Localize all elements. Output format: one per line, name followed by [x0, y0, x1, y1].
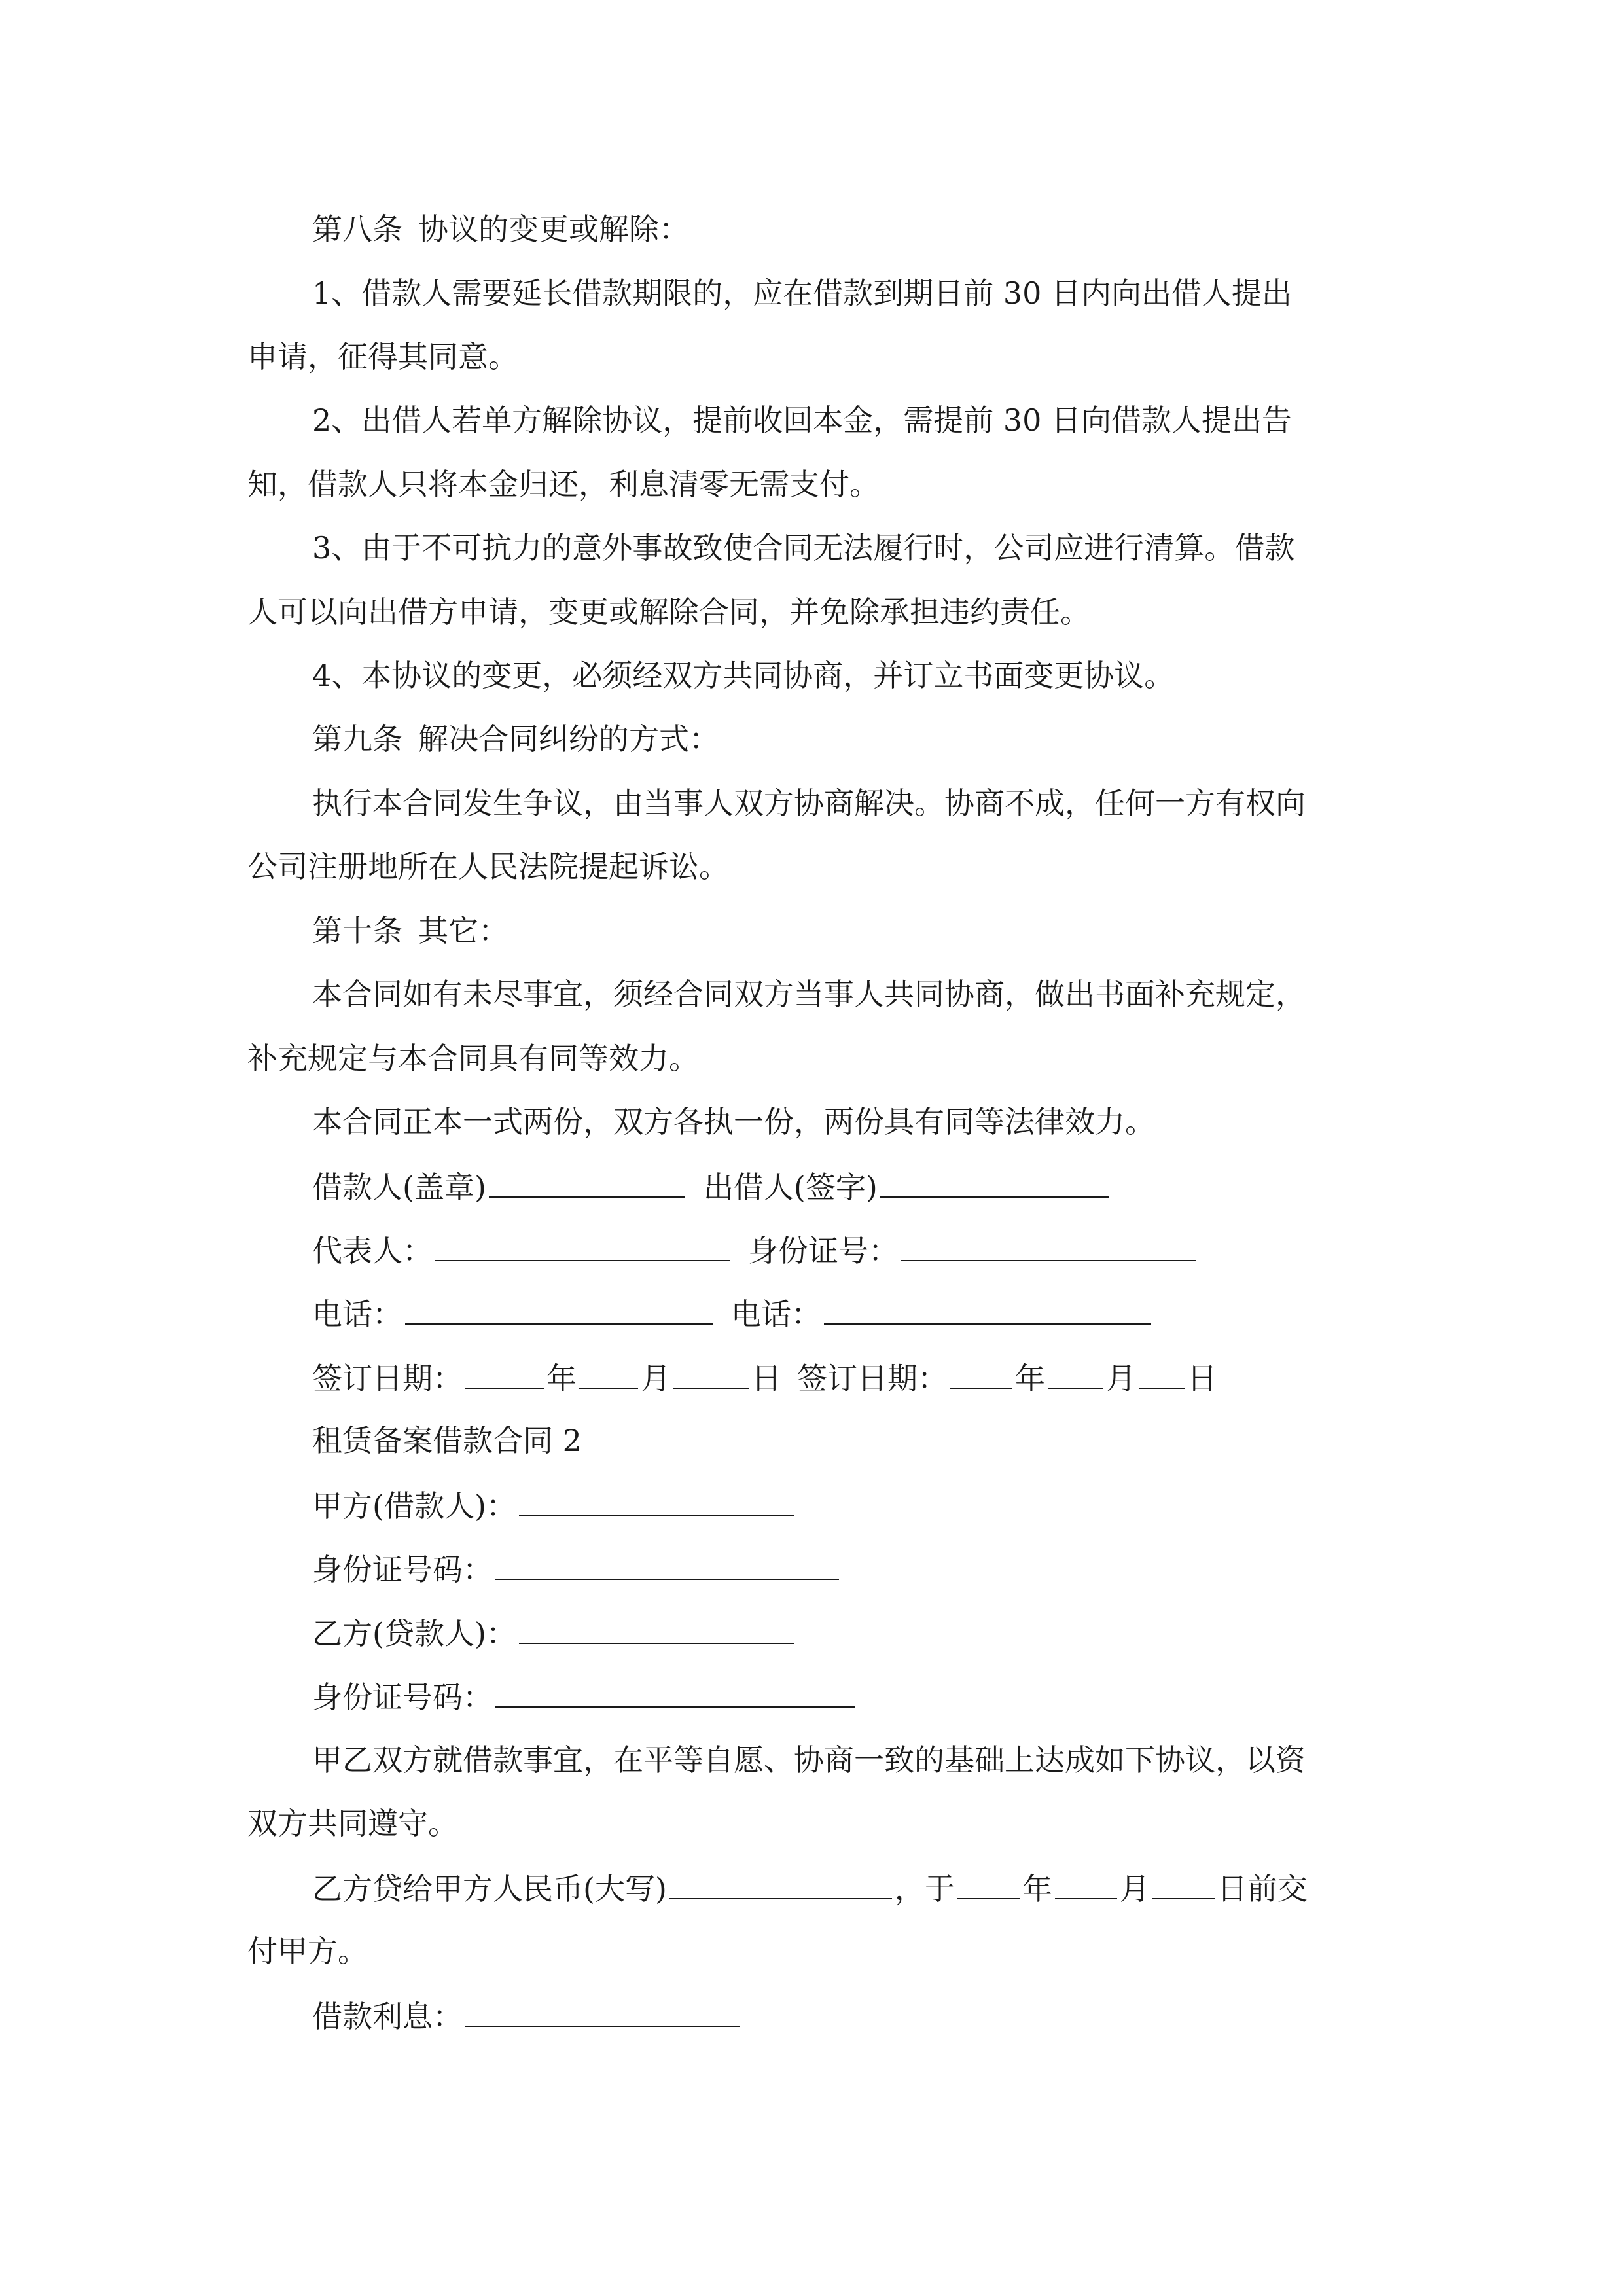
- loan-amount-row: 乙方贷给甲方人民币(大写) ，于 年 月 日前交: [312, 1868, 1308, 1907]
- party-a-id-field[interactable]: [495, 1549, 839, 1580]
- sign-year-field-1[interactable]: [465, 1357, 544, 1389]
- article8-item1: 1、借款人需要延长借款期限的，应在借款到期日前 30 日内向出借人提出: [312, 276, 1293, 311]
- article8-item1-cont: 申请，征得其同意。: [247, 339, 518, 374]
- article10-heading: 第十条 其它：: [312, 913, 508, 948]
- article8-item4: 4、本协议的变更，必须经双方共同协商，并订立书面变更协议。: [312, 658, 1175, 693]
- loan-year-field[interactable]: [957, 1868, 1020, 1899]
- party-b-field[interactable]: [519, 1613, 794, 1644]
- representative-field[interactable]: [435, 1230, 730, 1261]
- article8-item2-cont: 知，借款人只将本金归还，利息清零无需支付。: [247, 467, 880, 502]
- article8-item3: 3、由于不可抗力的意外事故致使合同无法履行时，公司应进行清算。借款: [312, 530, 1295, 565]
- borrower-phone-field[interactable]: [405, 1293, 713, 1325]
- article9-para-cont: 公司注册地所在人民法院提起诉讼。: [247, 849, 729, 884]
- sign-year-field-2[interactable]: [950, 1357, 1012, 1389]
- signature-row-3: 电话： 电话：: [312, 1293, 1154, 1333]
- article10-para: 本合同如有未尽事宜，须经合同双方当事人共同协商，做出书面补充规定，: [312, 977, 1306, 1012]
- lender-phone-field[interactable]: [824, 1293, 1151, 1325]
- article8-heading: 第八条 协议的变更或解除：: [312, 211, 689, 247]
- signature-row-1: 借款人(盖章) 出借人(签字): [312, 1166, 1112, 1206]
- interest-row: 借款利息：: [312, 1996, 743, 2035]
- article8-item3-cont: 人可以向出借方申请，变更或解除合同，并免除承担违约责任。: [247, 594, 1090, 630]
- contract2-intro: 甲乙双方就借款事宜，在平等自愿、协商一致的基础上达成如下协议，以资: [312, 1742, 1306, 1778]
- party-b-id-row: 身份证号码：: [312, 1676, 858, 1715]
- signature-row-2: 代表人： 身份证号：: [312, 1230, 1198, 1269]
- article10-para-cont: 补充规定与本合同具有同等效力。: [247, 1041, 699, 1076]
- loan-amount-field[interactable]: [669, 1868, 892, 1899]
- sign-month-field-2[interactable]: [1048, 1357, 1103, 1389]
- loan-month-field[interactable]: [1055, 1868, 1117, 1899]
- contract2-intro-cont: 双方共同遵守。: [247, 1806, 458, 1841]
- borrower-seal-field[interactable]: [489, 1166, 685, 1198]
- sign-day-field-2[interactable]: [1139, 1357, 1185, 1389]
- lender-signature-field[interactable]: [880, 1166, 1109, 1198]
- id-number-field[interactable]: [901, 1230, 1196, 1261]
- party-a-id-row: 身份证号码：: [312, 1549, 842, 1588]
- party-b-id-field[interactable]: [495, 1676, 855, 1708]
- signature-row-4: 签订日期： 年 月 日 签订日期： 年 月 日: [312, 1357, 1217, 1397]
- sign-month-field-1[interactable]: [579, 1357, 638, 1389]
- loan-amount-cont: 付甲方。: [247, 1933, 368, 1969]
- interest-field[interactable]: [465, 1996, 740, 2027]
- contract2-title: 租赁备案借款合同 2: [312, 1423, 582, 1458]
- sign-day-field-1[interactable]: [673, 1357, 749, 1389]
- article8-item2: 2、出借人若单方解除协议，提前收回本金，需提前 30 日向借款人提出告: [312, 403, 1293, 438]
- article9-para: 执行本合同发生争议，由当事人双方协商解决。协商不成，任何一方有权向: [312, 785, 1306, 821]
- loan-day-field[interactable]: [1152, 1868, 1215, 1899]
- article9-heading: 第九条 解决合同纠纷的方式：: [312, 721, 719, 757]
- party-b-row: 乙方(贷款人)：: [312, 1613, 796, 1652]
- party-a-field[interactable]: [519, 1485, 794, 1516]
- article10-copies: 本合同正本一式两份，双方各执一份，两份具有同等法律效力。: [312, 1104, 1155, 1139]
- party-a-row: 甲方(借款人)：: [312, 1485, 796, 1524]
